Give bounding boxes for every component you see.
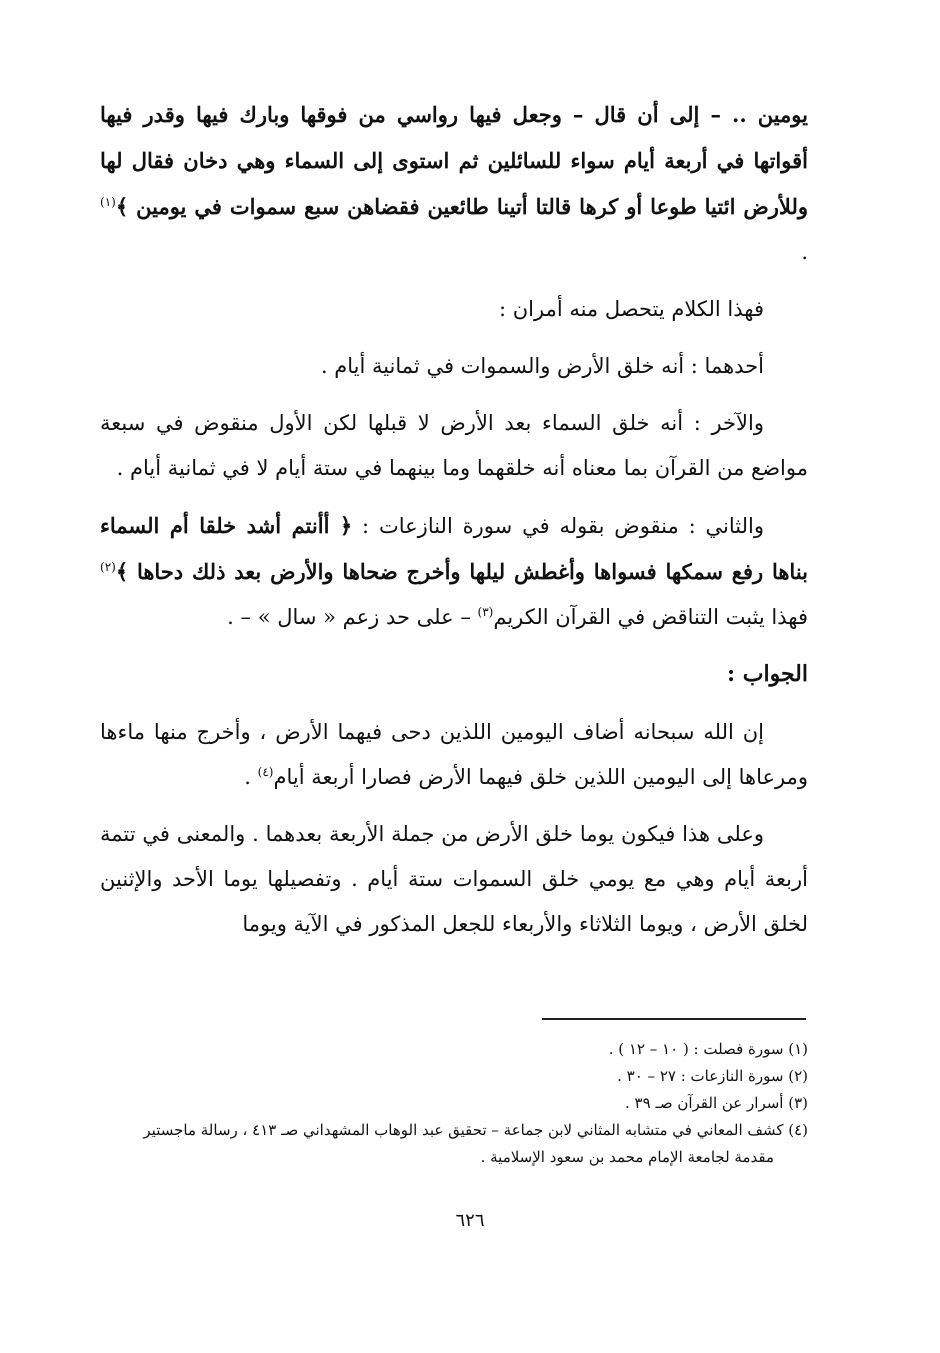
footnote-ref-4: (٤) <box>257 765 274 779</box>
paragraph-quran-quote <box>100 92 808 275</box>
answer-text: إن الله سبحانه أضاف اليومين اللذين دحى فيهما الأرض ، وأخرج منها ماءها ومرعاها إلى اليومين اللذين خلق فيهما الأرض فصارا أربعة أيام <box>100 720 808 789</box>
quran-verse-naziat: ﴿ أأنتم أشد خلقا أم السماء بناها رفع سمكها فسواها وأغطش ليلها وأخرج ضحاها والأرض بعد ذلك دحاها ﴾ <box>100 513 808 584</box>
footnote-ref-2: (٢) <box>100 560 116 574</box>
footnote-divider <box>542 1018 806 1020</box>
paragraph-second-matter: والآخر : أنه خلق السماء بعد الأرض لا قبلها لكن الأول منقوض في سبعة مواضع من القرآن بما معناه أنه خلقهما وما بينهما في ستة أيام لا في ثمانية أيام . <box>100 411 808 480</box>
answer-heading: الجواب : <box>727 661 808 687</box>
paragraph-naziat <box>100 503 808 640</box>
paragraph-end: . <box>801 240 808 264</box>
footnote-ref-3: (٣) <box>477 605 494 619</box>
main-text <box>100 92 808 959</box>
paragraph-two-matters: فهذا الكلام يتحصل منه أمران : <box>498 297 764 321</box>
footnote-1: (١) سورة فصلت : ( ١٠ – ١٢ ) . <box>608 1040 808 1058</box>
footnote-4: (٤) كشف المعاني في متشابه المثاني لابن جماعة – تحقيق عبد الوهاب المشهداني صـ ٤١٣ ، رسالة ماجستير <box>143 1121 808 1139</box>
quran-verse-fussilat: يومين .. – إلى أن قال – وجعل فيها رواسي من فوقها وبارك فيها وقدر فيها أقواتها في أربعة أيام سواء للسائلين ثم استوى إلى السماء وهي دخان فقال لها وللأرض ائتيا طوعا أو كرها قالتا أتينا طائعين فقضاهن سبع سموات في يومين ﴾ <box>100 102 808 219</box>
footnote-4-continuation: مقدمة لجامعة الإمام محمد بن سعود الإسلامية . <box>480 1148 774 1166</box>
footnote-3: (٣) أسرار عن القرآن صـ ٣٩ . <box>625 1094 808 1112</box>
paragraph-answer <box>100 710 808 800</box>
naziat-middle: فهذا يثبت التناقض في القرآن الكريم <box>493 605 808 629</box>
naziat-end: – على حد زعم « سال » – . <box>227 605 478 629</box>
page-number: ٦٢٦ <box>455 1210 485 1231</box>
footnote-2: (٢) سورة النازعات : ٢٧ – ٣٠ . <box>617 1067 808 1085</box>
paragraph-first-matter: أحدهما : أنه خلق الأرض والسموات في ثمانية أيام . <box>320 354 764 378</box>
footnote-ref-1: (١) <box>100 195 116 209</box>
paragraph-explanation: وعلى هذا فيكون يوما خلق الأرض من جملة الأربعة بعدهما . والمعنى في تتمة أربعة أيام وهي مع يومي خلق السموات ستة أيام . وتفصيلها يوما الأحد والإثنين لخلق الأرض ، ويوما الثلاثاء والأربعاء للجعل المذكور في الآية ويوما <box>100 822 808 936</box>
naziat-intro: والثاني : منقوض بقوله في سورة النازعات : <box>352 514 764 538</box>
answer-end: . <box>244 765 258 789</box>
footnotes <box>100 1036 808 1171</box>
